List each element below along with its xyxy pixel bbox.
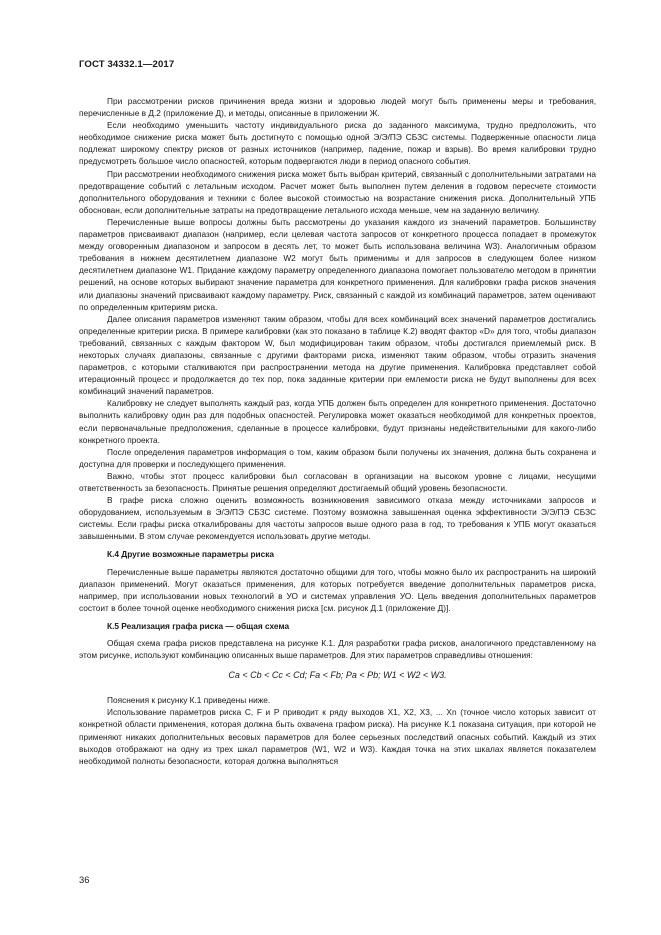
section-heading-k5: К.5 Реализация графа риска — общая схема bbox=[107, 620, 290, 631]
paragraph: Перечисленные выше параметры являются достаточно общими для того, чтобы можно было их распространить на широкий диапазон применений. Могут оказаться применения, для которых потребуется введение дополнительных параметров риска, например, при использовании новых технологий в УО и системах управления УО. Цель введения дополнительных параметров состоит в более точной оценке необходимого снижения риска [см. рисунок Д.1 (приложение Д)]. bbox=[79, 566, 596, 613]
paragraph: При рассмотрении необходимого снижения риска может быть выбран критерий, связанный с дополнительными затратами на предотвращение событий с летальным исходом. Расчет может быть выполнен путем деления в годовом пересчете стоимости дополнительного оборудования и техники с более высокой стоимостью на возрастание снижения риска. Дополнительный УПБ обоснован, если дополнительные затраты на предотвращение летального исхода меньше, чем на заданную величину. bbox=[79, 168, 596, 215]
paragraph: Использование параметров риска C, F и P приводит к ряду выходов X1, X2, X3, ... Xn (точное число которых зависит от конкретной области применения, которая должна быть охвачена графом риска). На рисунке К.1 показана ситуация, при которой не применяют никаких дополнительных весовых параметров для более серьезных последствий опасных событий. Каждый из этих выходов отображают на одну из трех шкал параметров (W1, W2 и W3). Каждая точка на этих шкалах является показателем необходимой полноты безопасности, которая должна выполняться bbox=[79, 707, 596, 766]
document-header: ГОСТ 34332.1—2017 bbox=[79, 59, 175, 70]
paragraph: При рассмотрении рисков причинения вреда жизни и здоровью людей могут быть применены меры и требования, перечисленные в Д.2 (приложение Д), и методы, описанные в приложении Ж. bbox=[79, 96, 596, 119]
page-body bbox=[79, 95, 596, 767]
paragraph: В графе риска сложно оценить возможность возникновения зависимого отказа между источниками запросов и оборудованием, используемым в Э/Э/ПЭ СБЗС системе. Поэтому возможна завышенная оценка эффективности Э/Э/ПЭ СБЗС системы. Если графы риска откалиброваны для частоты запросов выше одного раза в год, то требования к УПБ могут оказаться завышенными. В этом случае рекомендуется использовать другие методы. bbox=[79, 495, 596, 542]
paragraph: Перечисленные выше вопросы должны быть рассмотрены до указания каждого из значений параметров. Большинству параметров присваивают диапазон (например, если целевая частота запросов от конкретного процесса попадает в промежуток между оговоренным диапазоном и запросом в десять лет, то может быть использована величина W3). Аналогичным образом требования в нижнем десятилетнем диапазоне W2 могут быть применимы и для запросов в следующем более низком десятилетнем диапазоне W1. Придание каждому параметру определенного диапазона помогает пользователю методом в принятии решений, на основе которых выбирают значение параметра для конкретного применения. Для калибровки графа рисков значения или диапазоны значений присваивают каждому параметру. Риск, связанный с каждой из комбинаций параметров, затем оценивают по определенным критериям риска. bbox=[79, 216, 596, 312]
paragraph: Далее описания параметров изменяют таким образом, чтобы для всех комбинаций всех значений параметров достигались определенные критерии риска. В примере калибровки (как это показано в таблице К.2) вводят фактор «D» для того, чтобы диапазон требований, связанных с каждым фактором W, был модифицирован таким образом, чтобы достигался приемлемый риск. В некоторых случаях диапазоны, связанные с другими факторами риска, изменяют таким образом, чтобы отразить значения параметров, с которыми сталкиваются при распространении метода на другие применения. Калибровка представляет собой итерационный процесс и продолжается до тех пор, пока заданные критерии при емлемости риска не будут выполнены для всех комбинаций значений параметров. bbox=[79, 313, 596, 397]
paragraph: Калибровку не следует выполнять каждый раз, когда УПБ должен быть определен для конкретного применения. Достаточно выполнить калибровку один раз для подобных опасностей. Регулировка может оказаться необходимой для конкретных проектов, если первоначальные предположения, сделанные в процессе калибровки, будут признаны недействительными для какого-либо конкретного проекта. bbox=[79, 398, 596, 445]
paragraph: Пояснения к рисунку К.1 приведены ниже. bbox=[107, 695, 271, 706]
paragraph: Важно, чтобы этот процесс калибровки был согласован в организации на высоком уровне с лицами, несущими ответственность за безопасность. Принятые решения определяют достигаемый общий уровень безопасности. bbox=[79, 470, 596, 493]
formula: Ca < Cb < Cc < Cd; Fa < Fb; Pa < Pb; W1 < W2 < W3. bbox=[228, 670, 447, 681]
paragraph: Если необходимо уменьшить частоту индивидуального риска до заданного максимума, трудно предположить, что необходимое снижение риска может быть достигнуто с помощью одной Э/Э/ПЭ СБЗС системы. Подверженные опасности лица подлежат широкому спектру рисков от разных источников (например, падение, пожар и взрыв). Во время калибровки трудно предусмотреть большое число опасностей, которым подвергаются люди в период опасного события. bbox=[79, 120, 596, 167]
page-number: 36 bbox=[79, 874, 90, 885]
paragraph: После определения параметров информация о том, каким образом были получены их значения, должна быть сохранена и доступна для проверки и последующего применения. bbox=[79, 446, 596, 469]
section-heading-k4: К.4 Другие возможные параметры риска bbox=[107, 549, 275, 560]
paragraph: Общая схема графа рисков представлена на рисунке К.1. Для разработки графа рисков, аналогичного представленному на этом рисунке, используют комбинацию описанных выше параметров. Для этих параметров справедливы отношения: bbox=[79, 638, 596, 661]
